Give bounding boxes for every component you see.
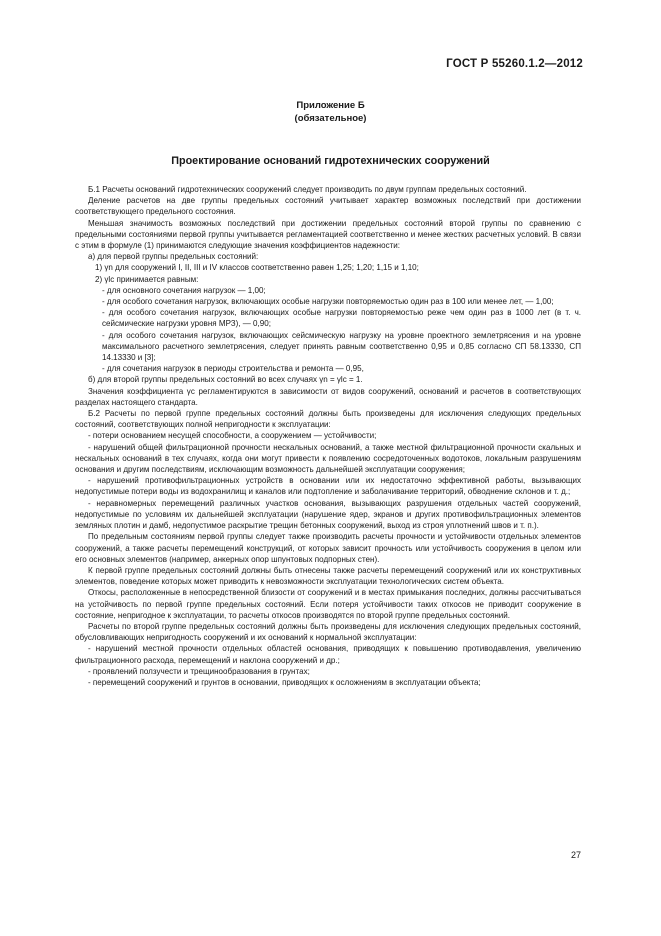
body-paragraph: б) для второй группы предельных состояний во всех случаях γn = γlc = 1.	[88, 375, 363, 385]
body-paragraph: - для сочетания нагрузок в периоды строительства и ремонта — 0,95,	[102, 364, 364, 374]
annex-title: Приложение Б	[296, 100, 365, 111]
annex-heading	[0, 99, 661, 125]
body-paragraph: - проявлений ползучести и трещинообразования в грунтах;	[88, 666, 310, 676]
body-paragraph: - нарушений общей фильтрационной прочности нескальных оснований, а также местной фильтрационной прочности скальных и нескальных оснований в тех случаях, когда они могут привести к появлению сосредоточенных водотоков, локальным разрушениям основания и другим последствиям, исключающим возможность дальнейшей эксплуатации сооружения;	[75, 442, 581, 475]
body-paragraph: - нарушений противофильтрационных устройств в основании или их недостаточно эффективной работы, вызывающих недопустимые потери воды из водохранилищ и каналов или подтопление и заболачивание территорий, обводнение склонов и т. д.;	[75, 476, 581, 497]
body-paragraph: Меньшая значимость возможных последствий при достижении предельных состояний второй группы по сравнению с предельными состояниями первой группы учитывается регламентацией соответственно и менее жестких расчетных условий. В связи с этим в формуле (1) принимаются следующие значения коэффициентов надежности:	[75, 218, 581, 251]
document-code: ГОСТ Р 55260.1.2—2012	[446, 58, 583, 70]
page-number: 27	[570, 850, 581, 860]
document-body	[75, 184, 581, 688]
body-paragraph: 1) γn для сооружений I, II, III и IV классов соответственно равен 1,25; 1,20; 1,15 и 1,10;	[95, 263, 419, 273]
body-paragraph: - для особого сочетания нагрузок, включающих сейсмическую нагрузку на уровне проектного землетрясения и на уровне максимального расчетного землетрясения, следует принять равным соответственно 0,95 и 0,85 согласно СП 58.13330, СП 14.13330 и [3];	[102, 330, 581, 363]
section-title: Проектирование оснований гидротехнических сооружений	[171, 155, 490, 167]
body-paragraph: Значения коэффициента γc регламентируются в зависимости от видов сооружений, оснований и расчетов в соответствующих разделах настоящего стандарта.	[75, 386, 581, 407]
body-paragraph: - перемещений сооружений и грунтов в основании, приводящих к осложнениям в эксплуатации объекта;	[88, 677, 481, 687]
body-paragraph: Расчеты по второй группе предельных состояний должны быть произведены для исключения следующих предельных состояний, обусловливающих непригодность сооружений и их оснований к нормальной эксплуатации:	[75, 621, 581, 643]
body-paragraph: По предельным состояниям первой группы следует также производить расчеты прочности и устойчивости отдельных элементов сооружений, а также расчеты перемещений конструкций, от которых зависит прочность или устойчивость сооружения в целом или его основных элементов (например, анкерных опор шпунтовых подпорных стен).	[75, 532, 581, 564]
body-paragraph: - для особого сочетания нагрузок, включающих особые нагрузки повторяемостью реже чем один раз в 1000 лет (в т. ч. сейсмические нагрузки уровня МРЗ), — 0,90;	[102, 308, 581, 329]
body-paragraph: Деление расчетов на две группы предельных состояний учитывает характер возможных последствий при достижении соответствующего предельного состояния.	[75, 196, 581, 217]
body-paragraph: - нарушений местной прочности отдельных областей основания, приводящих к повышению противодавления, увеличению фильтрационного расхода, перемещений и наклона сооружений и др.;	[75, 644, 581, 665]
body-paragraph: - неравномерных перемещений различных участков основания, вызывающих разрушения отдельных частей сооружений, недопустимые по условиям их дальнейшей эксплуатации (нарушение ядер, экранов и других противофильтрационных элементов земляных плотин и дамб, недопустимое раскрытие трещин бетонных сооружений, выход из строя уплотнений швов и т. п.).	[75, 498, 581, 531]
body-paragraph: Б.2 Расчеты по первой группе предельных состояний должны быть произведены для исключения следующих предельных состояний, соответствующих полной непригодности к эксплуатации:	[75, 409, 581, 430]
body-paragraph: - потери основанием несущей способности, а сооружением — устойчивости;	[88, 431, 377, 441]
body-paragraph: - для основного сочетания нагрузок — 1,00;	[102, 285, 266, 295]
body-paragraph: К первой группе предельных состояний должны быть отнесены также расчеты перемещений сооружений или их конструктивных элементов, поведение которых может приводить к невозможности эксплуатации технологических систем объекта.	[75, 565, 581, 587]
body-paragraph: - для особого сочетания нагрузок, включающих особые нагрузки повторяемостью один раз в 100 или менее лет, — 1,00;	[102, 297, 554, 307]
annex-status: (обязательное)	[294, 113, 367, 124]
body-paragraph: а) для первой группы предельных состояний:	[88, 252, 259, 262]
body-paragraph: Б.1 Расчеты оснований гидротехнических сооружений следует производить по двум группам предельных состояний.	[88, 185, 527, 194]
body-paragraph: Откосы, расположенные в непосредственной близости от сооружений и в местах примыкания последних, должны рассчитываться на устойчивость по первой группе предельных состояний. Если потеря устойчивости таких откосов не приводит сооружение в состояние, непригодное к эксплуатации, то расчеты откосов производятся по второй группе предельных состояний.	[75, 588, 581, 620]
body-paragraph: 2) γlc принимается равным:	[95, 274, 199, 284]
